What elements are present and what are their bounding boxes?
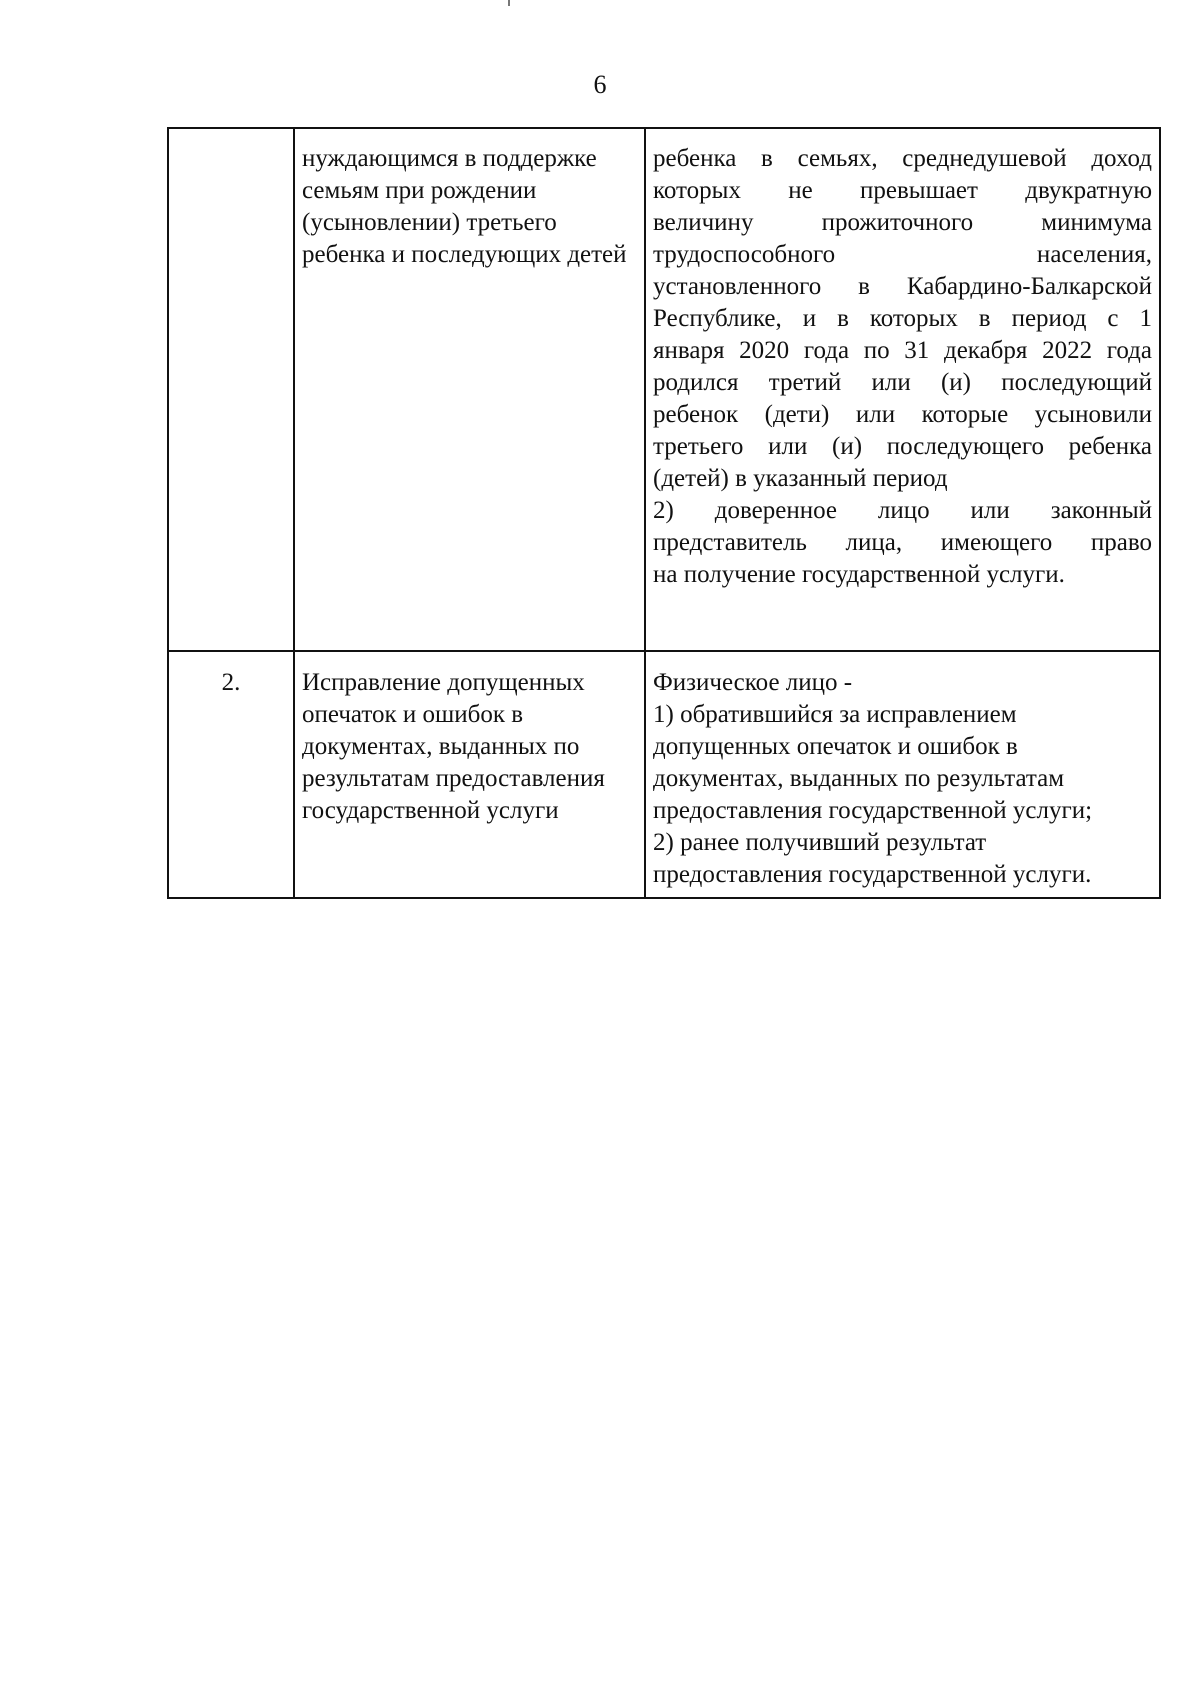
applicants-line: допущенных опечаток и ошибок в [653,733,1018,760]
row-number-cell: 2. [168,651,294,898]
table-row [168,651,1160,898]
applicants-line: 1) обратившийся за исправлением [653,701,1017,728]
applicants-line: установленного в Кабардино-Балкарской [653,273,1152,300]
applicants-line: января 2020 года по 31 декабря 2022 года [653,337,1152,364]
applicants-line: на получение государственной услуги. [653,561,1065,588]
applicants-line: Физическое лицо - [653,669,853,696]
applicants-line: (детей) в указанный период [653,465,948,492]
applicants-line: трудоспособного населения, [653,241,1152,268]
applicants-line: которых не превышает двукратную [653,177,1152,204]
applicants-line: родился третий или (и) последующий [653,369,1152,396]
applicants-line: 2) ранее получивший результат [653,829,987,856]
applicants-line: 2) доверенное лицо или законный [653,497,1152,524]
applicants-line: предоставления государственной услуги. [653,861,1092,888]
applicants-cell [645,128,1160,651]
page-number: 6 [593,70,607,99]
service-name-cell: Исправление допущенных опечаток и ошибок в документах, выданных по результатам предоставления государственной услуги [294,651,645,898]
service-name-cell: нуждающимся в поддержке семьям при рождении (усыновлении) третьего ребенка и последующих детей [294,128,645,651]
applicants-line: представитель лица, имеющего право [653,529,1152,556]
applicants-cell [645,651,1160,898]
table-row [168,128,1160,651]
applicants-line: Республике, и в которых в период с 1 [653,305,1152,332]
applicants-line: величину прожиточного минимума [653,209,1152,236]
services-table [167,127,1161,899]
applicants-line: ребенок (дети) или которые усыновили [653,401,1152,428]
applicants-line: третьего или (и) последующего ребенка [653,433,1152,460]
applicants-line: предоставления государственной услуги; [653,797,1093,824]
scan-mark [508,0,510,6]
row-number-cell [168,128,294,651]
applicants-line: документах, выданных по результатам [653,765,1065,792]
applicants-line: ребенка в семьях, среднедушевой доход [653,145,1152,172]
